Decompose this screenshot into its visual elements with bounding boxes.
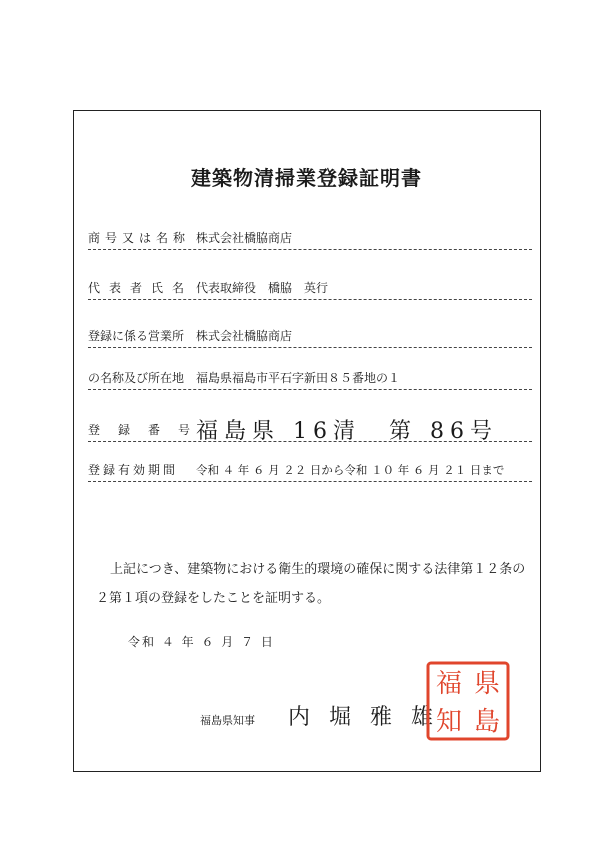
field-row-trade-name (88, 228, 532, 250)
official-seal-icon (425, 660, 511, 742)
field-label: 登録番号 (88, 423, 209, 437)
field-label: 代表者氏名 (88, 281, 194, 295)
field-value: 株式会社橋脇商店 (196, 231, 293, 245)
field-row-address (88, 368, 532, 390)
issuer-name: 内 堀 雅 雄 (288, 705, 439, 730)
field-row-representative (88, 278, 532, 300)
certification-statement: 上記につき、建築物における衛生的環境の確保に関する法律第１２条の２第１項の登録をしたことを証明する。 (96, 562, 526, 606)
field-value: 令和 ４ 年 ６ 月 ２２ 日から令和 １０ 年 ６ 月 ２１ 日まで (196, 463, 505, 477)
field-label: の名称及び所在地 (88, 371, 185, 385)
field-label: 登録に係る営業所 (88, 329, 185, 343)
field-value: 福島県福島市平石字新田８５番地の１ (196, 371, 401, 385)
field-row-registration-number (88, 410, 532, 442)
issue-date: 令和 ４ 年 ６ 月 ７ 日 (128, 635, 275, 649)
field-label: 商号又は名称 (88, 231, 191, 245)
svg-text:知: 知 (435, 707, 463, 737)
svg-text:県: 県 (473, 669, 501, 699)
field-value: 代表取締役 橋脇 英行 (196, 281, 329, 295)
svg-text:島: 島 (473, 707, 501, 737)
field-row-validity-period (88, 460, 532, 482)
field-value: 株式会社橋脇商店 (196, 329, 293, 343)
field-value: 福島県 16清 第 86号 (196, 419, 498, 444)
field-label: 登録有効期間 (88, 463, 179, 477)
certificate-title: 建築物清掃業登録証明書 (191, 166, 422, 190)
svg-text:福: 福 (435, 669, 463, 699)
issuer-title: 福島県知事 (200, 714, 255, 727)
field-row-office (88, 326, 532, 348)
